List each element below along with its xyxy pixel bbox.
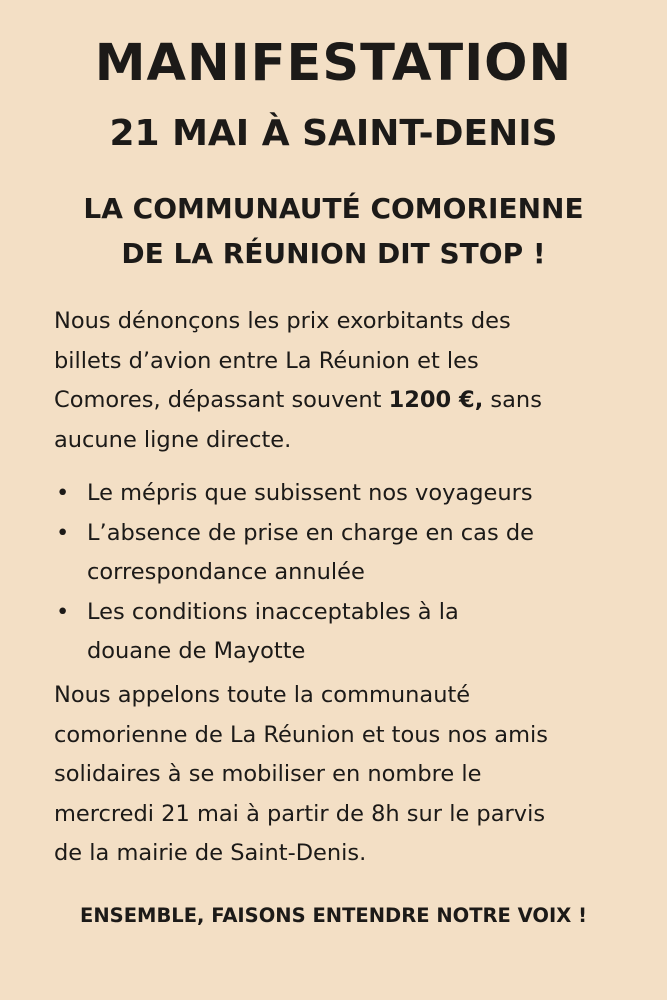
intro-line-3-start: Comores, dépassant souvent — [54, 387, 389, 413]
bullet-3-line-2: douane de Mayotte — [87, 638, 306, 664]
call-line-1: Nous appelons toute la communauté — [54, 682, 471, 708]
intro-line-3-end: sans — [483, 387, 542, 413]
headline-line-1: LA COMMUNAUTÉ COMORIENNE — [83, 192, 584, 225]
intro-line-1: Nous dénonçons les prix exorbitants des — [54, 308, 511, 334]
call-line-3: solidaires à se mobiliser en nombre le — [54, 761, 482, 787]
call-line-5: de la mairie de Saint-Denis. — [54, 840, 367, 866]
bullet-1-line-1: Le mépris que subissent nos voyageurs — [87, 480, 533, 506]
headline-line-2: DE LA RÉUNION DIT STOP ! — [121, 237, 546, 270]
bullet-icon: • — [56, 598, 70, 625]
intro-line-3 — [54, 381, 644, 421]
intro-line-4: aucune ligne directe. — [54, 426, 292, 453]
list-item — [54, 593, 644, 672]
bullet-2-line-2: correspondance annulée — [87, 559, 365, 585]
closing-slogan: ENSEMBLE, FAISONS ENTENDRE NOTRE VOIX ! — [80, 904, 587, 927]
price-emphasis: 1200 €, — [388, 387, 484, 413]
poster-date-location: 21 MAI À SAINT-DENIS — [109, 113, 558, 154]
list-item — [54, 514, 644, 593]
call-to-action-paragraph — [54, 676, 644, 874]
bullet-icon: • — [56, 480, 70, 506]
list-item — [54, 474, 644, 514]
bullet-icon: • — [56, 519, 70, 546]
call-line-2: comorienne de La Réunion et tous nos amis — [54, 721, 548, 748]
poster-headline — [0, 186, 667, 276]
bullet-2-line-1: L’absence de prise en charge en cas de — [87, 519, 534, 546]
intro-paragraph — [54, 302, 644, 460]
call-line-4: mercredi 21 mai à partir de 8h sur le parvis — [54, 800, 546, 827]
poster-title: MANIFESTATION — [94, 34, 573, 93]
bullet-3-line-1: Les conditions inacceptables à la — [87, 598, 459, 625]
grievance-list — [54, 474, 644, 672]
intro-line-2: billets d’avion entre La Réunion et les — [54, 347, 479, 374]
